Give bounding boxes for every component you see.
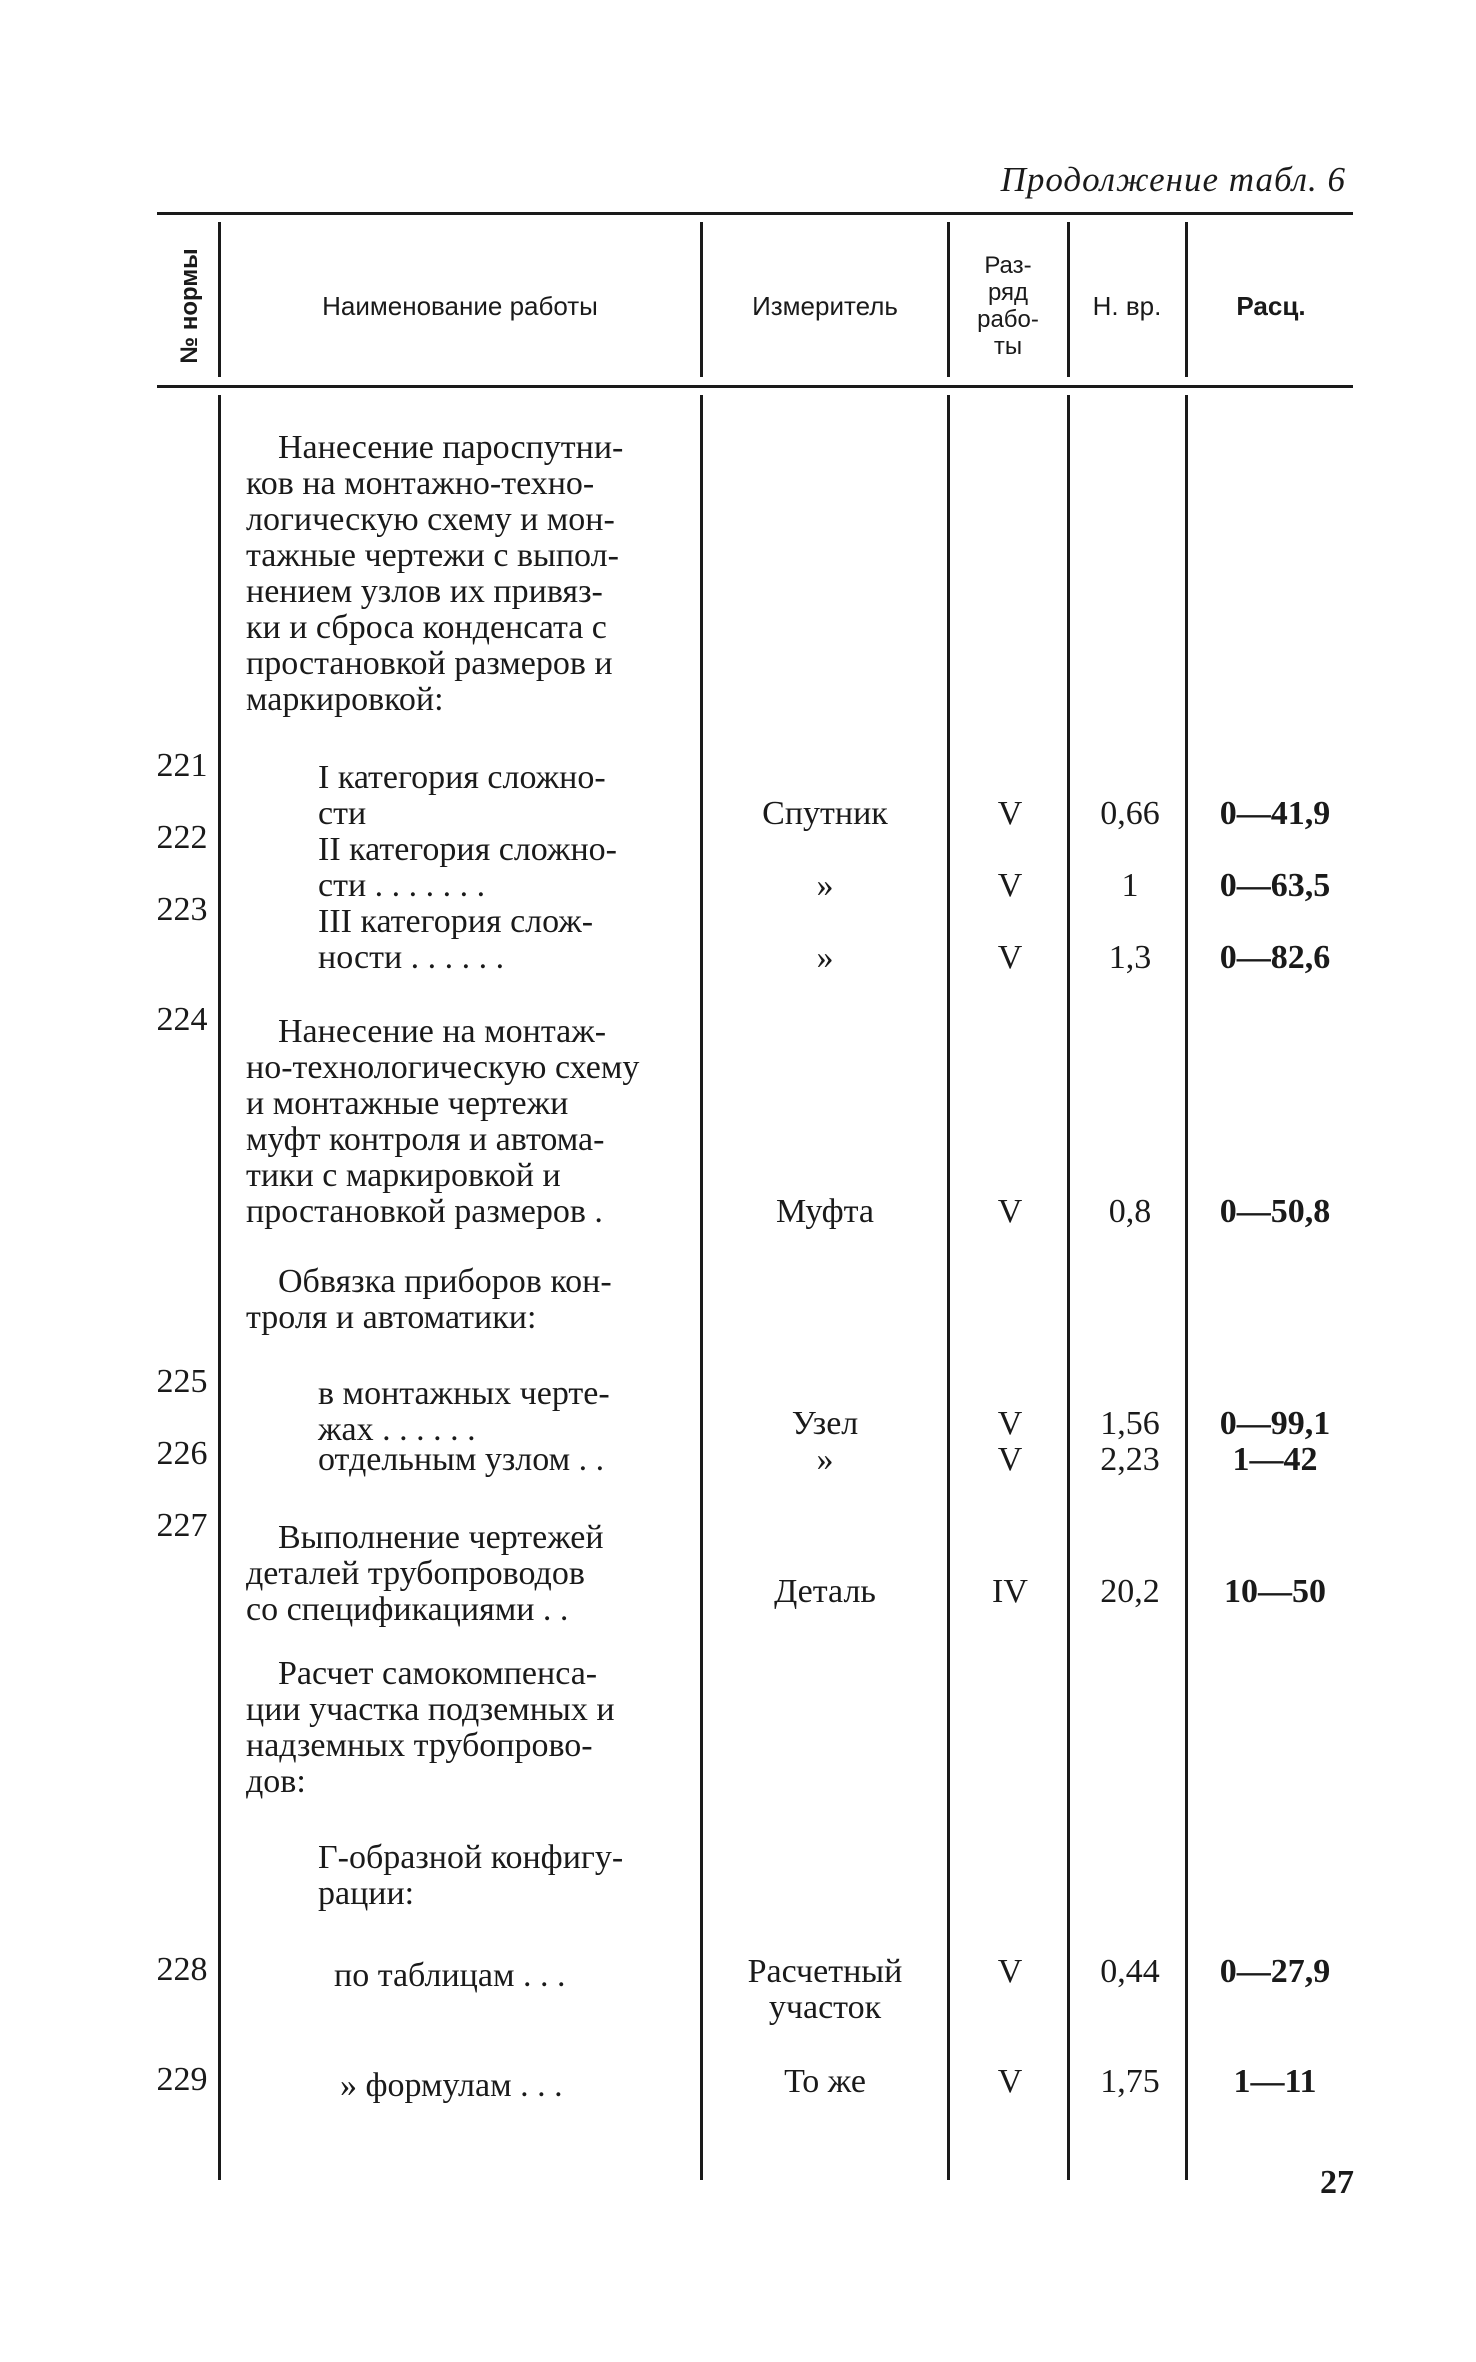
grade: V	[997, 1405, 1023, 1442]
rate: 0—82,6	[1219, 939, 1331, 976]
time-norm: 1,56	[1100, 1405, 1160, 1442]
rate: 0—50,8	[1219, 1193, 1331, 1230]
table-caption: Продолжение табл. 6	[1000, 160, 1346, 199]
norm-number: 227	[156, 1507, 208, 1544]
grade: IV	[992, 1573, 1028, 1610]
time-norm: 0,8	[1108, 1193, 1152, 1230]
column-divider	[1185, 222, 1188, 377]
time-norm: 0,44	[1100, 1953, 1160, 1990]
time-norm: 1	[1121, 867, 1139, 904]
rate: 10—50	[1224, 1573, 1326, 1610]
grade: V	[997, 867, 1023, 904]
measure: Расчетный участок	[747, 1953, 903, 2026]
header-grade: Раз- ряд рабо- ты	[977, 252, 1039, 360]
rate: 0—41,9	[1219, 795, 1331, 832]
section-heading: Нанесение пароспутни- ков на монтажно-техно- логическую схему и мон- тажные чертежи с выпол- нением узлов их привяз- ки и сброса конденсата с простановкой размеров и маркировкой:	[246, 429, 624, 718]
measure: Спутник	[762, 795, 888, 832]
norm-number: 226	[156, 1435, 208, 1472]
work-name: в монтажных черте- жах . . . . . .	[318, 1375, 610, 1448]
header-name: Наименование работы	[322, 290, 598, 321]
column-divider	[1067, 222, 1070, 377]
table-top-rule	[157, 212, 1353, 215]
time-norm: 1,75	[1100, 2063, 1160, 2100]
norm-number: 221	[156, 747, 208, 784]
norm-number: 228	[156, 1951, 208, 1988]
grade: V	[997, 2063, 1023, 2100]
rate: 0—63,5	[1219, 867, 1331, 904]
grade: V	[997, 939, 1023, 976]
work-name: II категория сложно- сти . . . . . . .	[318, 831, 617, 904]
rate: 1—11	[1233, 2063, 1317, 2100]
time-norm: 1,3	[1108, 939, 1152, 976]
time-norm: 20,2	[1100, 1573, 1160, 1610]
page-number: 27	[1320, 2164, 1354, 2201]
grade: V	[997, 1441, 1023, 1478]
measure: Деталь	[774, 1573, 876, 1610]
column-divider	[218, 395, 221, 2180]
time-norm: 0,66	[1100, 795, 1160, 832]
measure: »	[816, 939, 834, 976]
work-name: отдельным узлом . .	[318, 1441, 605, 1478]
norm-number: 224	[156, 1001, 208, 1038]
measure: »	[816, 1441, 834, 1478]
work-name: Нанесение на монтаж- но-технологическую схему и монтажные чертежи муфт контроля и автома- тики с маркировкой и простановкой размеров .	[246, 1013, 640, 1230]
grade: V	[997, 1953, 1023, 1990]
column-divider	[1067, 395, 1070, 2180]
measure: Узел	[791, 1405, 859, 1442]
rate: 0—99,1	[1219, 1405, 1331, 1442]
column-divider	[700, 395, 703, 2180]
measure: Муфта	[776, 1193, 874, 1230]
time-norm: 2,23	[1100, 1441, 1160, 1478]
header-measure: Измеритель	[752, 290, 898, 321]
norm-number: 229	[156, 2061, 208, 2098]
subsection-heading: Г-образной конфигу- рации:	[318, 1839, 624, 1912]
section-heading: Обвязка приборов кон- троля и автоматики:	[246, 1263, 612, 1336]
norm-number: 225	[156, 1363, 208, 1400]
header-norm: № нормы	[176, 248, 203, 364]
header-bottom-rule	[157, 385, 1353, 388]
norm-number: 222	[156, 819, 208, 856]
section-heading: Расчет самокомпенса- ции участка подземных и надземных трубопрово- дов:	[246, 1655, 615, 1800]
norm-number: 223	[156, 891, 208, 928]
header-rate: Расц.	[1236, 290, 1306, 321]
measure: То же	[784, 2063, 866, 2100]
grade: V	[997, 795, 1023, 832]
grade: V	[997, 1193, 1023, 1230]
column-divider	[1185, 395, 1188, 2180]
work-name: III категория слож- ности . . . . . .	[318, 903, 594, 976]
column-divider	[947, 222, 950, 377]
column-divider	[700, 222, 703, 377]
header-time: Н. вр.	[1092, 290, 1162, 321]
work-name: по таблицам . . .	[334, 1957, 566, 1994]
rate: 1—42	[1232, 1441, 1318, 1478]
column-divider	[947, 395, 950, 2180]
work-name: I категория сложно- сти	[318, 759, 606, 832]
work-name: Выполнение чертежей деталей трубопроводов со спецификациями . .	[246, 1519, 604, 1628]
work-name: » формулам . . .	[340, 2067, 563, 2104]
measure: »	[816, 867, 834, 904]
rate: 0—27,9	[1219, 1953, 1331, 1990]
